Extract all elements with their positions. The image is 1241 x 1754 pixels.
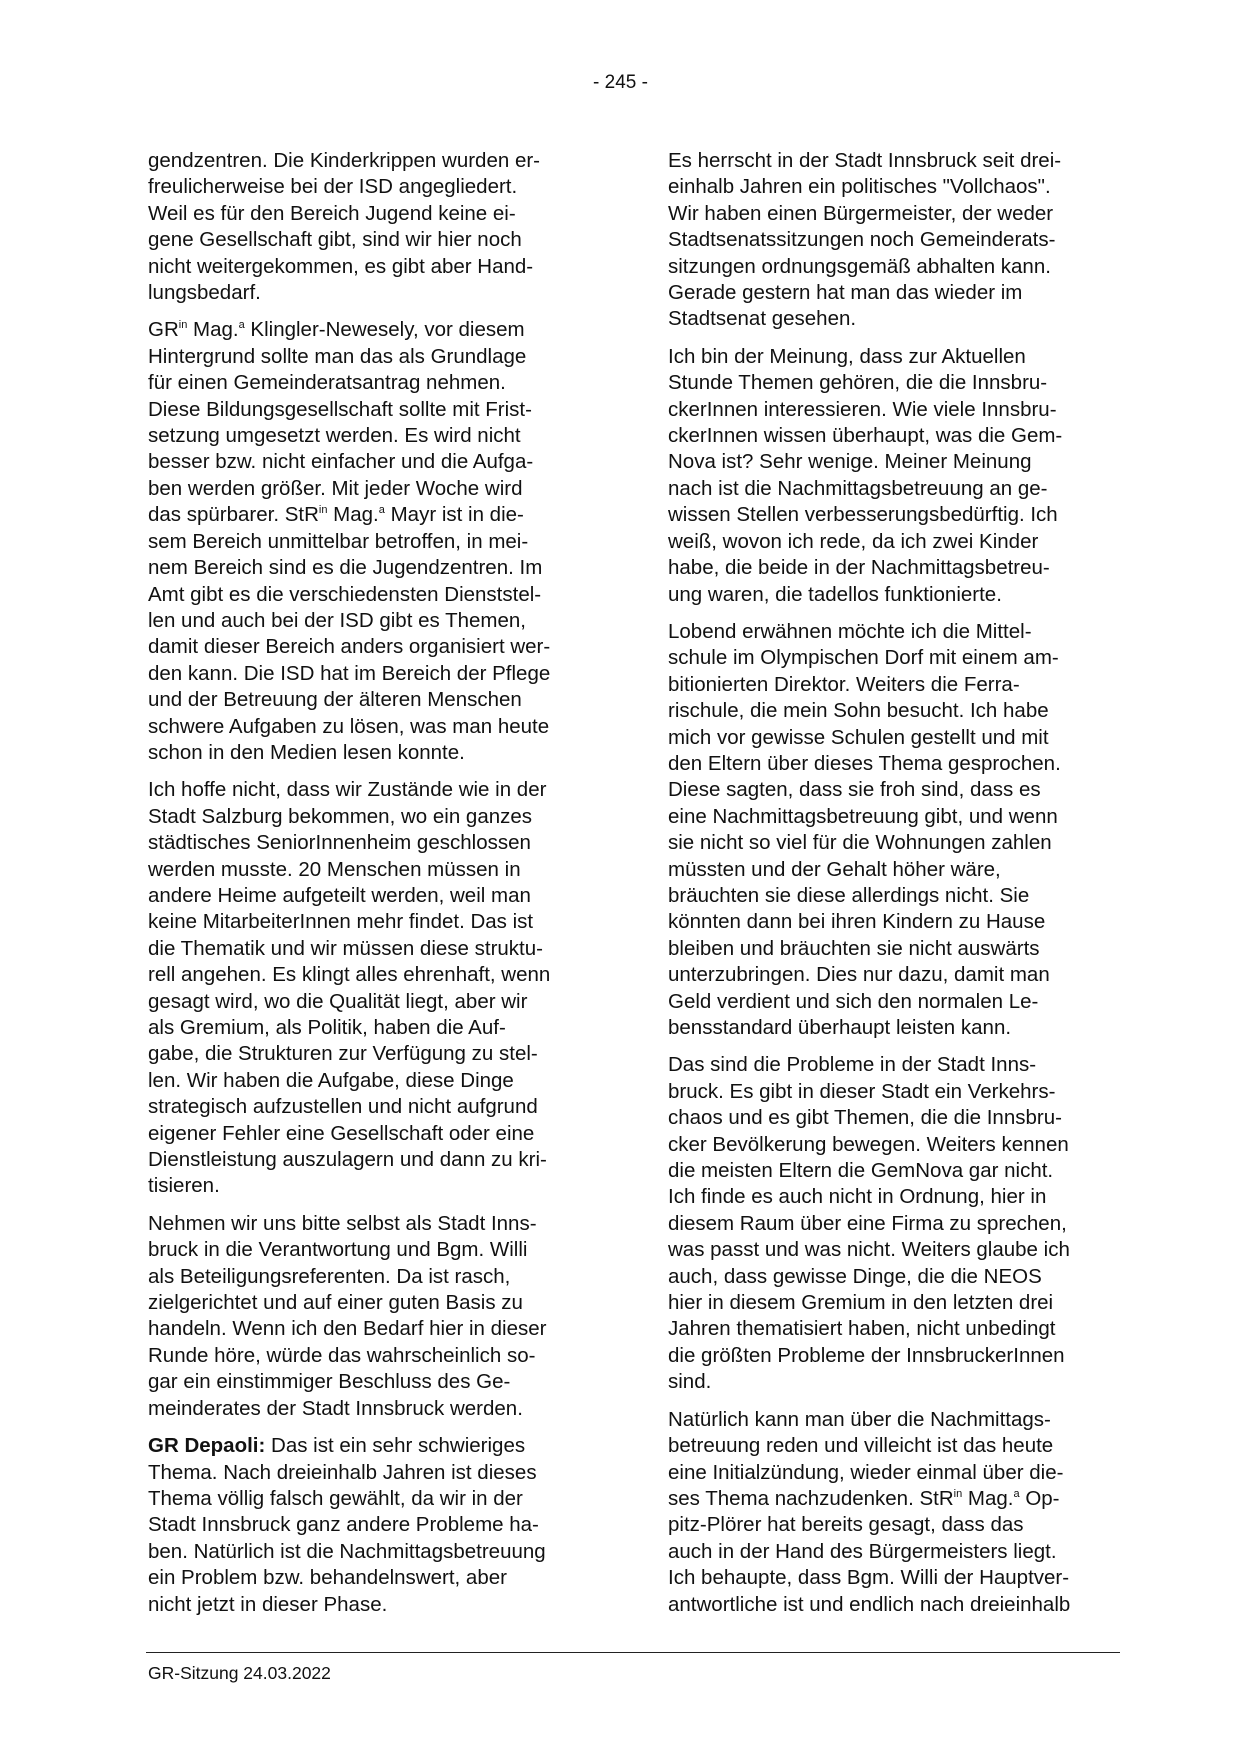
- text-line: [148, 661, 594, 687]
- text-line: [148, 1068, 594, 1094]
- text-run: einhalb Jahren ein politisches "Vollchaos".: [668, 175, 1051, 199]
- text-line: [148, 1539, 594, 1565]
- text-line: [148, 608, 594, 634]
- text-run: Amt gibt es die verschiedensten Dienststel-: [148, 582, 542, 606]
- text-line: [148, 1094, 594, 1120]
- text-line: [668, 1343, 1116, 1369]
- text-line: [668, 423, 1116, 449]
- text-run: Diese Bildungsgesellschaft sollte mit Frist-: [148, 397, 532, 421]
- paragraph: [148, 1211, 594, 1422]
- text-run: schon in den Medien lesen konnte.: [148, 740, 465, 764]
- paragraph: [148, 148, 594, 306]
- text-line: [668, 476, 1116, 502]
- paragraph: [148, 1433, 594, 1618]
- superscript: a: [1013, 1487, 1020, 1500]
- text-run: städtisches SeniorInnenheim geschlossen: [148, 831, 531, 855]
- text-run: Stadt Innsbruck ganz andere Probleme ha-: [148, 1513, 539, 1537]
- text-line: [148, 148, 594, 174]
- text-run: gene Gesellschaft gibt, sind wir hier noch: [148, 228, 522, 252]
- text-line: [148, 227, 594, 253]
- text-run: tisieren.: [148, 1174, 220, 1198]
- text-line: [148, 1592, 594, 1618]
- text-run: bitionierten Direktor. Weiters die Ferra-: [668, 672, 1020, 696]
- text-line: [668, 1486, 1116, 1512]
- paragraph: [668, 148, 1116, 333]
- text-line: [668, 936, 1116, 962]
- text-run: nach ist die Nachmittagsbetreuung an ge-: [668, 476, 1048, 500]
- footer-session-date: GR-Sitzung 24.03.2022: [148, 1663, 331, 1683]
- text-line: [668, 370, 1116, 396]
- text-line: [148, 909, 594, 935]
- text-run: Runde höre, würde das wahrscheinlich so-: [148, 1343, 536, 1367]
- text-line: [148, 370, 594, 396]
- left-text-column: [148, 148, 594, 1629]
- text-run: rischule, die mein Sohn besucht. Ich habe: [668, 699, 1049, 723]
- text-line: [148, 830, 594, 856]
- text-run: Nehmen wir uns bitte selbst als Stadt Inns-: [148, 1211, 537, 1235]
- text-run: müssten und der Gehalt höher wäre,: [668, 857, 1001, 881]
- text-run: gabe, die Strukturen zur Verfügung zu stel-: [148, 1042, 538, 1066]
- text-line: [148, 1264, 594, 1290]
- text-run: mich vor gewisse Schulen gestellt und mit: [668, 725, 1049, 749]
- text-line: [668, 751, 1116, 777]
- text-run: Stunde Themen gehören, die die Innsbru-: [668, 371, 1048, 395]
- text-run: Mag.: [962, 1486, 1014, 1510]
- text-run: gendzentren. Die Kinderkrippen wurden er-: [148, 149, 541, 172]
- paragraph: [148, 777, 594, 1200]
- text-line: [668, 909, 1116, 935]
- text-run: werden musste. 20 Menschen müssen in: [148, 857, 521, 881]
- text-line: [148, 280, 594, 306]
- text-run: bensstandard überhaupt leisten kann.: [668, 1016, 1012, 1039]
- text-run: andere Heime aufgeteilt werden, weil man: [148, 883, 531, 907]
- text-run: Op-: [1019, 1486, 1060, 1510]
- text-run: und der Betreuung der älteren Menschen: [148, 688, 522, 712]
- text-run: bleiben und bräuchten sie nicht auswärts: [668, 936, 1040, 960]
- text-line: [148, 1015, 594, 1041]
- text-run: Wir haben einen Bürgermeister, der weder: [668, 201, 1054, 225]
- text-run: lungsbedarf.: [148, 281, 261, 305]
- text-run: ckerInnen wissen überhaupt, was die Gem-: [668, 424, 1063, 448]
- text-run: pitz-Plörer hat bereits gesagt, dass das: [668, 1513, 1024, 1537]
- text-run: eine Nachmittagsbetreuung gibt, und wenn: [668, 804, 1058, 828]
- text-run: als Beteiligungsreferenten. Da ist rasch,: [148, 1264, 511, 1288]
- text-run: auch, dass gewisse Dinge, die die NEOS: [668, 1264, 1042, 1288]
- text-line: [668, 306, 1116, 332]
- text-run: Stadtsenat gesehen.: [668, 307, 857, 331]
- text-run: besser bzw. nicht einfacher und die Aufga-: [148, 450, 534, 474]
- text-run: GR: [148, 318, 179, 342]
- text-run: sind.: [668, 1370, 712, 1394]
- text-line: [668, 254, 1116, 280]
- text-line: [148, 857, 594, 883]
- paragraph: [668, 1052, 1116, 1395]
- text-run: Natürlich kann man über die Nachmittags-: [668, 1407, 1051, 1431]
- text-line: [668, 582, 1116, 608]
- text-run: sitzungen ordnungsgemäß abhalten kann.: [668, 254, 1051, 278]
- text-line: [148, 777, 594, 803]
- text-run: Gerade gestern hat man das wieder im: [668, 281, 1023, 305]
- text-run: Thema. Nach dreieinhalb Jahren ist dieses: [148, 1460, 537, 1484]
- text-run: Stadt Salzburg bekommen, wo ein ganzes: [148, 804, 533, 828]
- text-line: [148, 397, 594, 423]
- text-line: [668, 1237, 1116, 1263]
- text-line: [148, 201, 594, 227]
- text-run: antwortliche ist und endlich nach dreieinhalb: [668, 1592, 1071, 1616]
- text-line: [148, 254, 594, 280]
- text-line: [668, 1184, 1116, 1210]
- text-run: auch in der Hand des Bürgermeisters liegt.: [668, 1539, 1057, 1563]
- text-run: Mag.: [187, 318, 239, 342]
- text-run: Nova ist? Sehr wenige. Meiner Meinung: [668, 450, 1032, 474]
- text-run: Geld verdient und sich den normalen Le-: [668, 989, 1039, 1013]
- text-run: bruck. Es gibt in dieser Stadt ein Verkehrs-: [668, 1079, 1056, 1103]
- text-run: Ich finde es auch nicht in Ordnung, hier in: [668, 1185, 1047, 1209]
- text-line: [148, 714, 594, 740]
- superscript: a: [378, 504, 385, 517]
- text-line: [148, 1211, 594, 1237]
- text-run: len und auch bei der ISD gibt es Themen,: [148, 608, 526, 632]
- text-run: ckerInnen interessieren. Wie viele Innsbru-: [668, 397, 1057, 421]
- text-line: [148, 476, 594, 502]
- text-line: [668, 1316, 1116, 1342]
- text-line: [148, 634, 594, 660]
- text-line: [668, 645, 1116, 671]
- text-line: [668, 1433, 1116, 1459]
- text-line: [668, 1565, 1116, 1591]
- text-run: als Gremium, als Politik, haben die Auf-: [148, 1016, 506, 1039]
- text-line: [668, 502, 1116, 528]
- text-run: Mayr ist in die-: [384, 503, 524, 527]
- text-line: [148, 883, 594, 909]
- text-run: zielgerichtet und auf einer guten Basis zu: [148, 1291, 523, 1315]
- text-run: betreuung reden und villeicht ist das heute: [668, 1434, 1054, 1458]
- text-run: habe, die beide in der Nachmittagsbetreu-: [668, 556, 1050, 580]
- text-run: für einen Gemeinderatsantrag nehmen.: [148, 371, 506, 395]
- text-run: schule im Olympischen Dorf mit einem am-: [668, 646, 1059, 670]
- text-line: [668, 725, 1116, 751]
- text-run: Ich behaupte, dass Bgm. Willi der Hauptver-: [668, 1566, 1070, 1590]
- text-run: Das ist ein sehr schwieriges: [265, 1434, 526, 1458]
- text-run: wissen Stellen verbesserungsbedürftig. Ich: [668, 503, 1058, 527]
- text-line: [668, 1105, 1116, 1131]
- text-run: ung waren, die tadellos funktionierte.: [668, 582, 1002, 606]
- text-run: handeln. Wenn ich den Bedarf hier in dieser: [148, 1317, 547, 1341]
- text-run: meinderates der Stadt Innsbruck werden.: [148, 1396, 523, 1420]
- text-run: die Thematik und wir müssen diese struktu-: [148, 936, 543, 960]
- paragraph: [148, 317, 594, 766]
- text-run: chaos und es gibt Themen, die die Innsbru-: [668, 1106, 1062, 1130]
- text-line: [668, 148, 1116, 174]
- text-line: [148, 936, 594, 962]
- text-line: [148, 1237, 594, 1263]
- text-line: [668, 804, 1116, 830]
- text-line: [148, 1369, 594, 1395]
- text-line: [668, 1369, 1116, 1395]
- text-run: nem Bereich sind es die Jugendzentren. Im: [148, 556, 543, 580]
- text-line: [668, 344, 1116, 370]
- text-line: [668, 1132, 1116, 1158]
- paragraph: [668, 1407, 1116, 1618]
- text-line: [148, 804, 594, 830]
- text-line: [668, 529, 1116, 555]
- text-run: gar ein einstimmiger Beschluss des Ge-: [148, 1370, 511, 1394]
- text-run: strategisch aufzustellen und nicht aufgrund: [148, 1095, 538, 1119]
- text-line: [148, 740, 594, 766]
- text-line: [668, 1015, 1116, 1041]
- text-line: [668, 1264, 1116, 1290]
- text-line: [668, 174, 1116, 200]
- text-line: [668, 698, 1116, 724]
- text-line: [148, 1343, 594, 1369]
- text-run: eine Initialzündung, wieder einmal über die-: [668, 1460, 1064, 1484]
- superscript: in: [953, 1487, 963, 1500]
- text-run: den Eltern über dieses Thema gesprochen.: [668, 751, 1061, 775]
- text-line: [148, 1316, 594, 1342]
- text-run: nicht jetzt in dieser Phase.: [148, 1592, 388, 1616]
- footer-divider: [146, 1652, 1120, 1653]
- text-line: [148, 1396, 594, 1422]
- text-line: [148, 1173, 594, 1199]
- text-line: [668, 1052, 1116, 1078]
- text-line: [148, 1433, 594, 1459]
- text-line: [668, 1079, 1116, 1105]
- text-line: [668, 280, 1116, 306]
- text-run: Mag.: [327, 503, 379, 527]
- text-line: [668, 1158, 1116, 1184]
- text-run: Das sind die Probleme in der Stadt Inns-: [668, 1053, 1037, 1077]
- text-run: sie nicht so viel für die Wohnungen zahlen: [668, 831, 1052, 855]
- text-run: ben werden größer. Mit jeder Woche wird: [148, 476, 523, 500]
- text-run: gesagt wird, wo die Qualität liegt, aber wir: [148, 989, 528, 1013]
- text-run: schwere Aufgaben zu lösen, was man heute: [148, 714, 550, 738]
- text-line: [668, 857, 1116, 883]
- text-run: Dienstleistung auszulagern und dann zu kri-: [148, 1148, 547, 1172]
- text-line: [668, 883, 1116, 909]
- text-line: [668, 989, 1116, 1015]
- text-line: [148, 989, 594, 1015]
- text-line: [148, 1147, 594, 1173]
- text-line: [148, 1290, 594, 1316]
- text-run: rell angehen. Es klingt alles ehrenhaft, wenn: [148, 963, 551, 987]
- text-run: Thema völlig falsch gewählt, da wir in der: [148, 1486, 523, 1510]
- text-line: [148, 449, 594, 475]
- text-line: [668, 227, 1116, 253]
- text-run: nicht weitergekommen, es gibt aber Hand-: [148, 254, 534, 278]
- text-line: [148, 344, 594, 370]
- text-run: unterzubringen. Dies nur dazu, damit man: [668, 963, 1050, 987]
- text-run: ben. Natürlich ist die Nachmittagsbetreuung: [148, 1539, 546, 1563]
- text-line: [668, 1592, 1116, 1618]
- text-run: Lobend erwähnen möchte ich die Mittel-: [668, 619, 1032, 643]
- text-line: [148, 1460, 594, 1486]
- text-line: [148, 1041, 594, 1067]
- superscript: in: [178, 319, 188, 332]
- text-line: [148, 502, 594, 528]
- text-run: Klingler-Newesely, vor diesem: [244, 318, 525, 342]
- text-run: bräuchten sie diese allerdings nicht. Sie: [668, 883, 1030, 907]
- text-run: eigener Fehler eine Gesellschaft oder eine: [148, 1121, 535, 1145]
- text-run: ses Thema nachzudenken. StR: [668, 1486, 954, 1510]
- paragraph: [668, 344, 1116, 608]
- paragraph: [668, 619, 1116, 1042]
- text-run: bruck in die Verantwortung und Bgm. Willi: [148, 1238, 528, 1262]
- text-run: Ich hoffe nicht, dass wir Zustände wie in der: [148, 778, 547, 802]
- superscript: a: [238, 319, 245, 332]
- text-line: [148, 1121, 594, 1147]
- text-run: sem Bereich unmittelbar betroffen, in mei-: [148, 529, 529, 553]
- text-run: die meisten Eltern die GemNova gar nicht.: [668, 1159, 1054, 1183]
- text-run: Weil es für den Bereich Jugend keine ei-: [148, 201, 516, 225]
- text-line: [148, 317, 594, 343]
- text-run: ein Problem bzw. behandelnswert, aber: [148, 1566, 507, 1590]
- text-run: weiß, wovon ich rede, da ich zwei Kinder: [668, 529, 1039, 553]
- text-line: [148, 962, 594, 988]
- text-line: [668, 1407, 1116, 1433]
- text-line: [668, 449, 1116, 475]
- text-line: [668, 1290, 1116, 1316]
- right-text-column: [668, 148, 1116, 1629]
- page-number: - 245 -: [593, 72, 648, 93]
- text-run: Stadtsenatssitzungen noch Gemeinderats-: [668, 228, 1056, 252]
- text-line: [148, 582, 594, 608]
- text-run: len. Wir haben die Aufgabe, diese Dinge: [148, 1068, 514, 1092]
- text-line: [668, 1211, 1116, 1237]
- text-run: könnten dann bei ihren Kindern zu Hause: [668, 910, 1046, 934]
- text-run: keine MitarbeiterInnen mehr findet. Das ist: [148, 910, 534, 934]
- text-run: Ich bin der Meinung, dass zur Aktuellen: [668, 344, 1026, 368]
- text-run: Jahren thematisiert haben, nicht unbedingt: [668, 1317, 1056, 1341]
- text-run: Es herrscht in der Stadt Innsbruck seit drei-: [668, 149, 1062, 172]
- text-line: [148, 555, 594, 581]
- text-line: [148, 529, 594, 555]
- text-line: [148, 1486, 594, 1512]
- text-line: [668, 672, 1116, 698]
- text-run: cker Bevölkerung bewegen. Weiters kennen: [668, 1132, 1069, 1156]
- text-line: [668, 777, 1116, 803]
- text-line: [668, 1539, 1116, 1565]
- text-line: [668, 830, 1116, 856]
- text-line: [668, 201, 1116, 227]
- text-run: damit dieser Bereich anders organisiert wer-: [148, 635, 551, 659]
- text-run: den kann. Die ISD hat im Bereich der Pflege: [148, 661, 551, 685]
- text-line: [148, 687, 594, 713]
- text-line: [148, 1565, 594, 1591]
- text-run: das spürbarer. StR: [148, 503, 319, 527]
- text-line: [668, 397, 1116, 423]
- text-line: [148, 174, 594, 200]
- text-line: [668, 1460, 1116, 1486]
- text-line: [668, 962, 1116, 988]
- superscript: in: [318, 504, 328, 517]
- text-line: [668, 555, 1116, 581]
- text-run: was passt und was nicht. Weiters glaube ich: [668, 1238, 1070, 1262]
- text-line: [668, 1512, 1116, 1538]
- speaker-name: GR Depaoli:: [148, 1434, 266, 1458]
- text-line: [148, 423, 594, 449]
- text-run: freulicherweise bei der ISD angegliedert.: [148, 175, 518, 199]
- text-run: diesem Raum über eine Firma zu sprechen,: [668, 1211, 1067, 1235]
- text-line: [668, 619, 1116, 645]
- text-run: Diese sagten, dass sie froh sind, dass es: [668, 778, 1041, 802]
- text-line: [148, 1512, 594, 1538]
- text-run: Hintergrund sollte man das als Grundlage: [148, 344, 527, 368]
- text-run: die größten Probleme der InnsbruckerInnen: [668, 1343, 1065, 1367]
- text-run: setzung umgesetzt werden. Es wird nicht: [148, 424, 521, 448]
- text-run: hier in diesem Gremium in den letzten drei: [668, 1291, 1054, 1315]
